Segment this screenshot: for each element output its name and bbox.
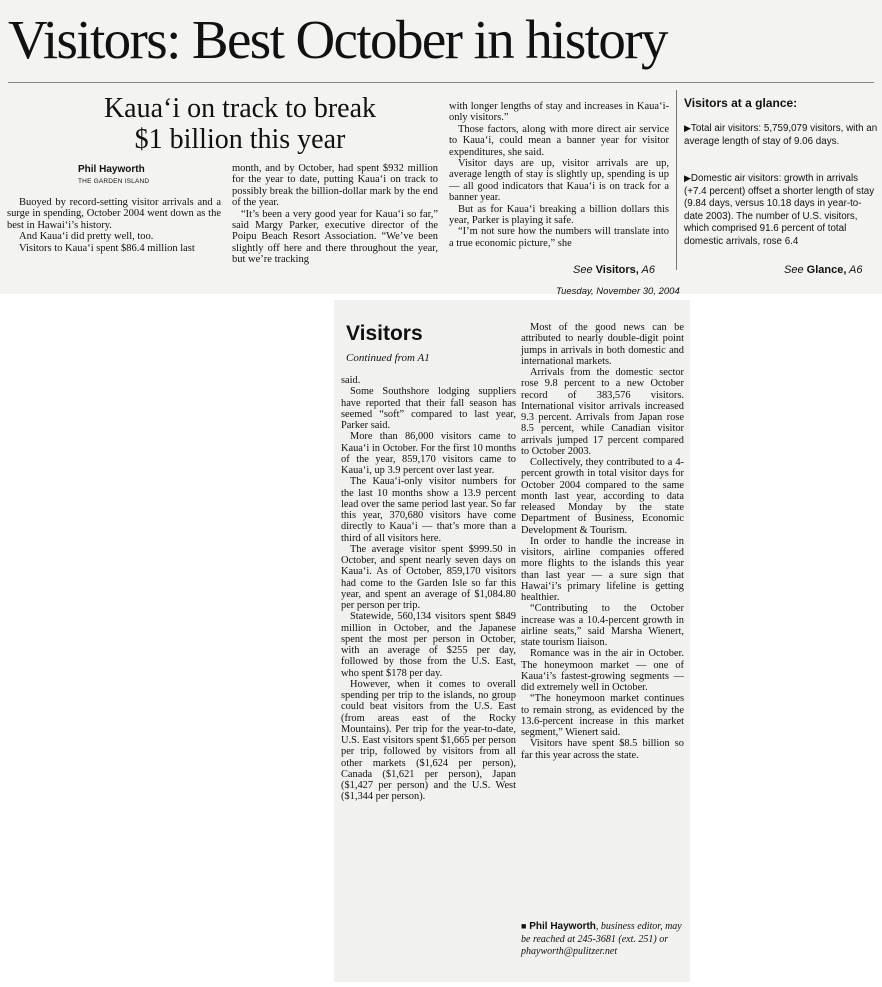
- jump-page: A6: [641, 264, 655, 276]
- continuation-clipping: [334, 300, 690, 982]
- subhead-line-2: $1 billion this year: [134, 124, 346, 155]
- front-column-3: [449, 101, 669, 249]
- paragraph: The Kaua‘i-only visitor numbers for the last 10 months show a 13.9 percent lead over the same period last year. So far this year, 370,680 visitors have come directly to Kaua‘i — that’s more than a third of all visitors here.: [341, 476, 516, 544]
- continuation-title: Visitors: [346, 322, 423, 345]
- continued-from: Continued from A1: [346, 352, 430, 364]
- author-note: [521, 920, 684, 959]
- paragraph: And Kaua‘i did pretty well, too.: [19, 231, 154, 243]
- paragraph: More than 86,000 visitors came to Kaua‘i in October. For the first 10 months of the year, 859,170 visitors came to Kaua‘i, up 3.9 percent over last year.: [341, 431, 516, 476]
- byline-name: Phil Hayworth: [78, 164, 145, 175]
- glance-item: [684, 122, 878, 148]
- paragraph: “The honeymoon market continues to remain strong, as evidenced by the 13.6-percent increase in this market segment,” Wienert said.: [521, 693, 684, 738]
- paragraph: Visitors to Kaua‘i spent $86.4 million last: [19, 242, 195, 254]
- paragraph: The average visitor spent $999.50 in October, and spent nearly seven days on Kaua‘i. As of October, 859,170 visitors had come to the Garden Isle so far this year, and spent an average of $1,084.80 per person per trip.: [341, 543, 516, 611]
- paragraph: Those factors, along with more direct air service to Kaua‘i, could mean a banner year for visitor expenditures, she said.: [449, 123, 669, 158]
- paragraph: Collectively, they contributed to a 4-percent growth in total visitor days for October 2004 compared to the same month last year, according to data released Monday by the state Department of Business, Economic Development & Tourism.: [521, 457, 684, 536]
- paragraph: In order to handle the increase in visitors, airline companies offered more flights to the islands this year than last year — a sure sign that Hawai‘i’s primary lifeline is getting healthier.: [521, 535, 684, 603]
- bullet-icon: ▶: [684, 123, 691, 133]
- column-rule: [676, 90, 677, 270]
- bullet-icon: ■: [521, 921, 527, 931]
- jump-line-glance: [784, 264, 863, 276]
- headline: Visitors: Best October in history: [8, 9, 667, 70]
- bullet-icon: ▶: [684, 173, 691, 183]
- front-page-clipping: [0, 0, 882, 294]
- paragraph: said.: [341, 375, 361, 386]
- paragraph: Buoyed by record-setting visitor arrivals and a surge in spending, October 2004 went down as the best in Hawai‘i’s history.: [7, 197, 221, 231]
- paragraph: Arrivals from the domestic sector rose 9.8 percent to a new October record of 383,576 visitors. International visitor arrivals increased 9.3 percent. Arrivals from Japan rose 8.5 percent, while Canadian visitor arrivals jumped 17 percent compared to October 2003.: [521, 367, 684, 457]
- paragraph: “I’m not sure how the numbers will translate into a true economic picture,” she: [449, 226, 669, 249]
- paragraph: But as for Kaua‘i breaking a billion dollars this year, Parker is playing it safe.: [449, 203, 669, 227]
- glance-item: [684, 172, 878, 249]
- paragraph: “It’s been a very good year for Kaua‘i so far,” said Margy Parker, executive director of the Poipu Beach Resort Association. “We’ve been slightly off here and there throughout the year, but we’re tracking: [232, 208, 438, 266]
- jump-target: Glance,: [806, 264, 847, 276]
- continuation-column-2: [521, 322, 684, 761]
- paragraph: “Contributing to the October increase was a 10.4-percent growth in airline seats,” said Marsha Wienert, state tourism liaison.: [521, 603, 684, 648]
- paragraph: Romance was in the air in October. The honeymoon market — one of Kaua‘i’s fastest-growing segments — did extremely well in October.: [521, 648, 684, 693]
- jump-see: See: [784, 264, 804, 276]
- paragraph: However, when it comes to overall spending per trip to the islands, no group could beat visitors from the U.S. East (from areas east of the Rocky Mountains). Per trip for the year-to-date, U.S. East visitors spent $1,665 per person per trip, followed by visitors from all other markets ($1,624 per person), Canada ($1,621 per person), Japan ($1,427 per person) and the U.S. West ($1,344 per person).: [341, 678, 516, 803]
- continuation-column-1: [341, 375, 516, 803]
- jump-page: A6: [849, 264, 863, 276]
- subhead-line-1: Kaua‘i on track to break: [103, 93, 377, 124]
- paragraph: Visitor days are up, visitor arrivals are up, average length of stay is slightly up, spending is up — all good indicators that Kaua‘i is on track for a banner year.: [449, 158, 669, 204]
- jump-line-visitors: [573, 264, 655, 276]
- paragraph: Some Southshore lodging suppliers have reported that their fall season has seemed “soft” compared to last year, Parker said.: [341, 386, 516, 431]
- glance-title: Visitors at a glance:: [684, 96, 798, 110]
- paragraph: Statewide, 560,134 visitors spent $849 million in October, and the Japanese spent the most per person in October, with an average of $255 per day, followed by those from the U.S. East, who spent $178 per day.: [341, 611, 516, 679]
- paragraph: Most of the good news can be attributed to nearly double-digit point jumps in arrivals in both domestic and international markets.: [521, 322, 684, 367]
- author-contact: , business editor, may be reached at 245-3681 (ext. 251) or phayworth@pulitzer.net: [521, 921, 682, 957]
- glance-item-text: Domestic air visitors: growth in arrivals (+7.4 percent) offset a shorter length of stay (9.84 days, versus 10.18 days in year-to-date 2003). The number of U.S. visitors, which comprised 91.6 percent of total domestic arrivals, rose 6.4: [684, 173, 875, 247]
- headline-rule: [8, 82, 874, 83]
- paragraph: with longer lengths of stay and increases in Kaua‘i-only visitors.”: [449, 101, 669, 124]
- paragraph: month, and by October, had spent $932 million for the year to date, putting Kaua‘i on track to possibly break the billion-dollar mark by the end of the year.: [232, 163, 438, 209]
- front-column-2: [232, 163, 438, 266]
- author-name: Phil Hayworth: [529, 921, 596, 932]
- subheadline: [55, 93, 425, 155]
- jump-target: Visitors,: [595, 264, 639, 276]
- jump-see: See: [573, 264, 593, 276]
- byline-paper: THE GARDEN ISLAND: [78, 178, 150, 185]
- front-column-1: [7, 197, 221, 254]
- dateline: Tuesday, November 30, 2004: [556, 286, 680, 297]
- paragraph: Visitors have spent $8.5 billion so far this year across the state.: [521, 738, 684, 761]
- glance-item-text: Total air visitors: 5,759,079 visitors, with an average length of stay of 9.06 days.: [684, 123, 878, 147]
